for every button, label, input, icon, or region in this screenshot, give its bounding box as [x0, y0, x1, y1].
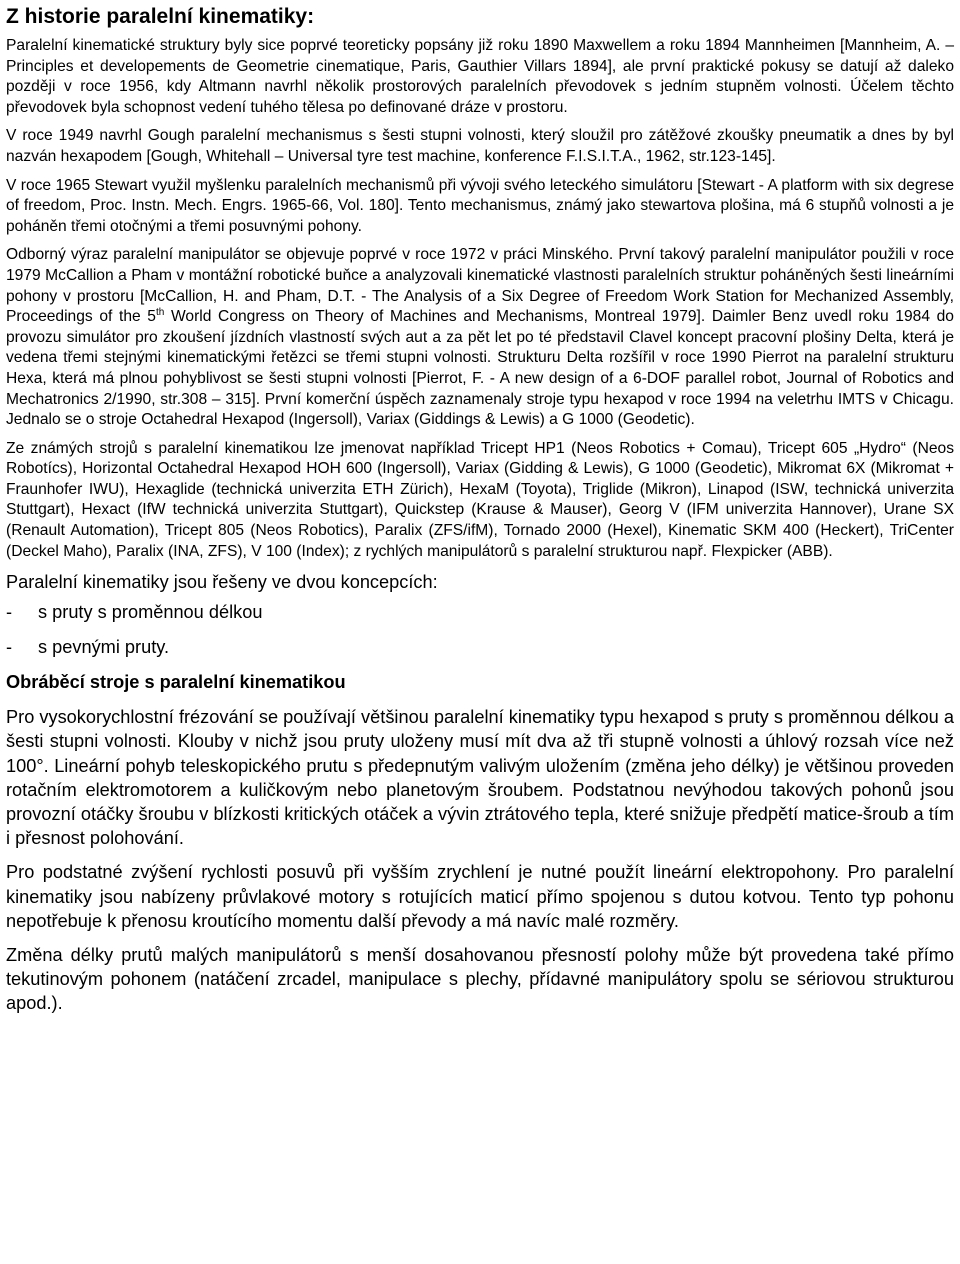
paragraph-fluid-drives: Změna délky prutů malých manipulátorů s menší dosahovanou přesností polohy může být provedena také přímo tekutinovým pohonem (natáčení zrcadel, manipulace s plechy, přídavné manipulátory spolu se sériovou strukturou apod.). [6, 945, 954, 1014]
list-item [6, 600, 954, 624]
paragraph-hexapod: Pro vysokorychlostní frézování se používají většinou paralelní kinematiky typu hexapod s pruty s proměnnou délkou a šesti stupni volnosti. Klouby v nichž jsou pruty uloženy musí mít dva až tři stupně volnosti a úhlový rozsah více než 100°. Lineární pohyb teleskopického prutu s předepnutým valivým uložením (změna jeho délky) je většinou proveden rotačním elektromotorem a kuličkovým nebo planetovým šroubem. Podstatnou nevýhodou takových pohonů jsou provozní otáčky šroubu v blízkosti kritických otáček a vývin ztrátového tepla, které snižuje předpětí matice-šroub a tím i přesnost polohování. [6, 707, 954, 849]
list-dash: - [6, 637, 13, 658]
section-heading: Obráběcí stroje s paralelní kinematikou [6, 672, 346, 693]
list-item-text: s pevnými pruty. [38, 637, 170, 658]
concepts-list [6, 600, 954, 659]
paragraph-linear-drives: Pro podstatné zvýšení rychlosti posuvů při vyšším zrychlení je nutné použít lineární elektropohony. Pro paralelní kinematiky jsou nabízeny průvlakové motory s rotujících maticí přímo spojenou s dutou kotvou. Tento typ pohonu nepotřebuje k přenosu kroutícího momentu další převody a má navíc malé rozměry. [6, 862, 954, 931]
paragraph-mccallion [6, 245, 954, 430]
history-title: Z historie paralelní kinematiky: [6, 5, 315, 28]
list-dash: - [6, 602, 13, 623]
paragraph-gough: V roce 1949 navrhl Gough paralelní mechanismus s šesti stupni volnosti, který sloužil pro zátěžové zkoušky pneumatik a dnes by byl nazván hexapodem [Gough, Whitehall – Universal tyre test machine, konference F.I.S.I.T.A., 1962, str.123-145]. [6, 127, 954, 165]
mccallion-text-end: World Congress on Theory of Machines and Mechanisms, Montreal 1979]. Daimler Benz uvedl roku 1984 do provozu simulátor pro zkoušení jízdních vlastností svých aut a za pět let po té představil Clavel koncept pracovní plošiny Delta, která je vedena třemi stejnými kinematickými řetězci se třemi stupni volnosti. Strukturu Delta rozšířil v roce 1990 Pierrot na paralelní strukturu Hexa, která má plnou pohyblivost se šesti stupni volnosti [Pierrot, F. - A new design of a 6-DOF parallel robot, Journal of Robotics and Mechatronics 2/1990, str.308 – 315]. První komerční úspěch zaznamenaly stroje typu hexapod v roce 1994 na veletrhu IMTS v Chicagu. Jednalo se o stroje Octahedral Hexapod (Ingersoll), Variax (Giddings & Lewis) a G 1000 (Geodetic). [6, 308, 954, 429]
paragraph-stewart: V roce 1965 Stewart využil myšlenku paralelních mechanismů při vývoji svého leteckého simulátoru [Stewart - A platform with six degrese of freedom, Proc. Instn. Mech. Engrs. 1965-66, Vol. 180]. Tento mechanismus, známý jako stewartova plošina, má 6 stupňů volnosti a je poháněn třemi otočnými a třemi posuvnými pohony. [6, 176, 954, 235]
list-item-text: s pruty s proměnnou délkou [38, 602, 263, 623]
list-item [6, 635, 954, 659]
ordinal-superscript: th [155, 306, 165, 318]
concepts-lead: Paralelní kinematiky jsou řešeny ve dvou koncepcích: [6, 572, 438, 593]
paragraph-origins: Paralelní kinematické struktury byly sice poprvé teoreticky popsány již roku 1890 Maxwellem a roku 1894 Mannheimen [Mannheim, A. – Principles et developements de Geometrie cinematique, Paris, Gauthier Villars 1894], ale první praktické pokusy se datují až daleko později v roce 1956, kdy Altmann navrhl několik prostorových paralelních převodovek s jedním stupněm volnosti. Účelem těchto převodovek byla schopnost vedení tuhého tělesa po definované dráze v prostoru. [6, 37, 954, 116]
mccallion-text-start: Odborný výraz paralelní manipulátor se objevuje poprvé v roce 1972 v práci Minského. První takový paralelní manipulátor použili v roce 1979 McCallion a Pham v montážní robotické buňce a analyzovali kinematické vlastnosti paralelních struktur poháněných šesti lineárními pohony v prostoru [McCallion, H. and Pham, D.T. - The Analysis of a Six Degree of Freedom Work Station for Mechanized Assembly, Proceedings of the 5 [6, 246, 954, 326]
paragraph-machines: Ze známých strojů s paralelní kinematikou lze jmenovat například Tricept HP1 (Neos Robotics + Comau), Tricept 605 „Hydro“ (Neos Robotícs), Horizontal Octahedral Hexapod HOH 600 (Ingersoll), Variax (Gidding & Lewis), G 1000 (Geodetic), Mikromat 6X (Mikromat + Fraunhofer IWU), Hexaglide (technická univerzita ETH Zürich), HexaM (Toyota), Triglide (Mikron), Linapod (ISW, technická univerzita Stuttgart), Hexact (IfW technická univerzita Stuttgart), Quickstep (Krause & Mauser), Georg V (IFM univerzita Hannover), Urane SX (Renault Automation), Tricept 805 (Neos Robotics), Paralix (ZFS/ifM), Tornado 2000 (Hexel), Kinematic SKM 400 (Heckert), TriCenter (Deckel Maho), Paralix (INA, ZFS), V 100 (Index); z rychlých manipulátorů s paralelní strukturou např. Flexpicker (ABB). [6, 439, 954, 560]
